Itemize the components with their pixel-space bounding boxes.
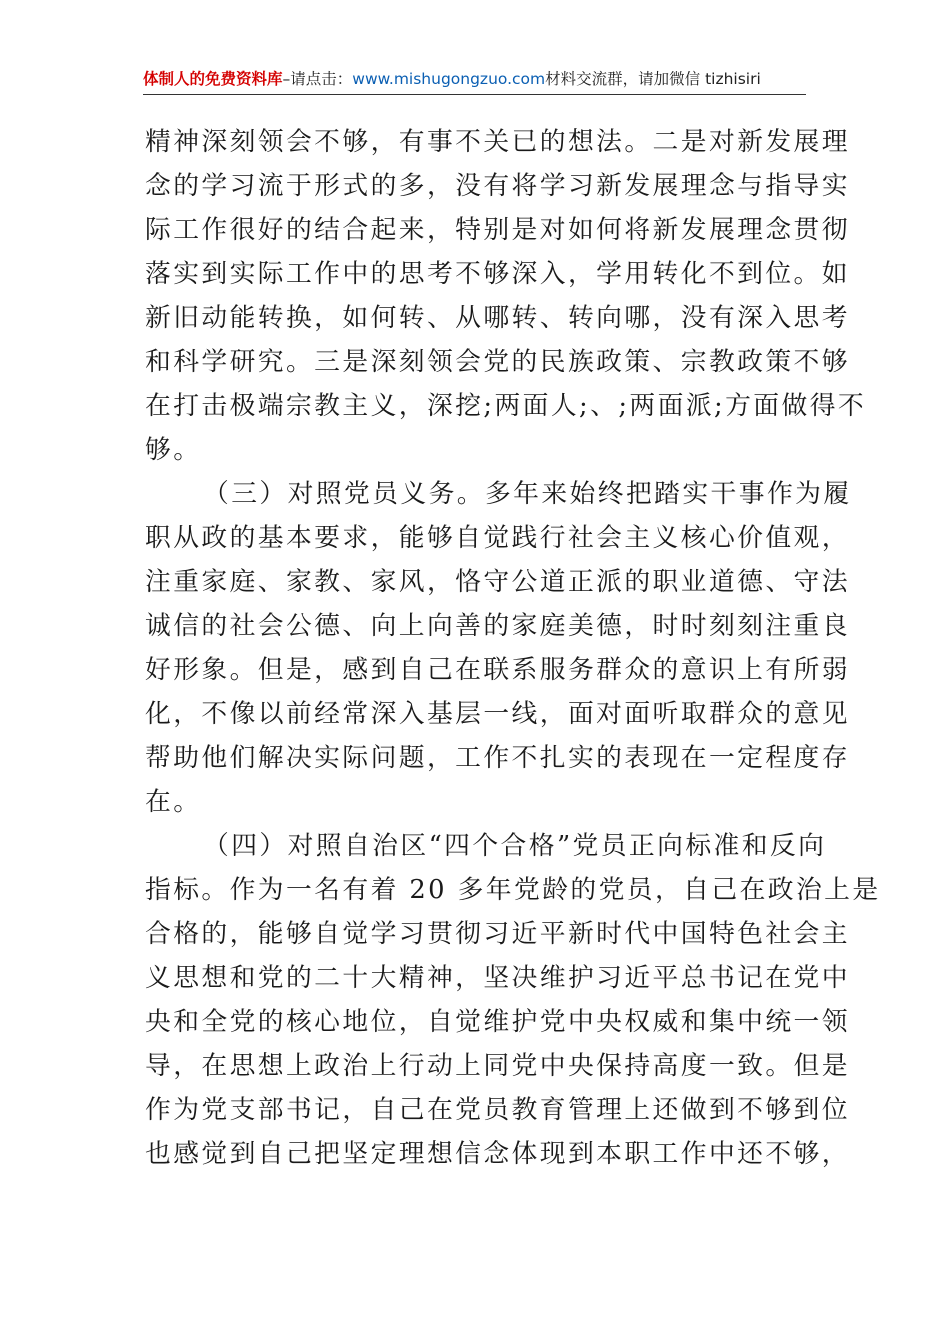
header-url-link[interactable]: www.mishugongzuo.com (352, 70, 546, 88)
text-line: （四）对照自治区“四个合格”党员正向标准和反向 (203, 831, 827, 861)
text-line: 义思想和党的二十大精神，坚决维护习近平总书记在党中 (145, 963, 850, 993)
text-line: 在打击极端宗教主义，深挖;两面人;、;两面派;方面做得不 (145, 391, 867, 421)
text-line: 诚信的社会公德、向上向善的家庭美德，时时刻刻注重良 (145, 611, 850, 641)
text-line: 指标。作为一名有着 20 多年党龄的党员，自己在政治上是 (145, 875, 881, 905)
text-line: （三）对照党员义务。多年来始终把踏实干事作为履 (203, 479, 852, 509)
text-line: 作为党支部书记，自己在党员教育管理上还做到不够到位 (145, 1095, 850, 1125)
text-line: 在。 (145, 787, 202, 817)
text-line: 合格的，能够自觉学习贯彻习近平新时代中国特色社会主 (145, 919, 850, 949)
text-line: 注重家庭、家教、家风，恪守公道正派的职业道德、守法 (145, 567, 850, 597)
text-line: 化，不像以前经常深入基层一线，面对面听取群众的意见 (145, 699, 850, 729)
text-line: 够。 (145, 435, 202, 465)
text-line: 和科学研究。三是深刻领会党的民族政策、宗教政策不够 (145, 347, 850, 377)
text-line: 好形象。但是，感到自己在联系服务群众的意识上有所弱 (145, 655, 850, 685)
text-line: 落实到实际工作中的思考不够深入，学用转化不到位。如 (145, 259, 850, 289)
text-line: 新旧动能转换，如何转、从哪转、转向哪，没有深入思考 (145, 303, 850, 333)
text-line: 际工作很好的结合起来，特别是对如何将新发展理念贯彻 (145, 215, 850, 245)
text-line: 导，在思想上政治上行动上同党中央保持高度一致。但是 (145, 1051, 850, 1081)
header-wechat-note: 材料交流群，请加微信 tizhisiri (545, 70, 761, 88)
header-prompt: –请点击： (282, 70, 353, 88)
text-line: 职从政的基本要求，能够自觉践行社会主义核心价值观， (145, 523, 850, 553)
header-brand: 体制人的免费资料库 (143, 70, 283, 88)
document-body (145, 120, 881, 1176)
page-header (143, 64, 806, 95)
text-line: 念的学习流于形式的多，没有将学习新发展理念与指导实 (145, 171, 850, 201)
text-line: 帮助他们解决实际问题，工作不扎实的表现在一定程度存 (145, 743, 850, 773)
text-line: 精神深刻领会不够，有事不关已的想法。二是对新发展理 (145, 127, 850, 157)
text-line: 央和全党的核心地位，自觉维护党中央权威和集中统一领 (145, 1007, 850, 1037)
text-line: 也感觉到自己把坚定理想信念体现到本职工作中还不够， (145, 1139, 850, 1169)
